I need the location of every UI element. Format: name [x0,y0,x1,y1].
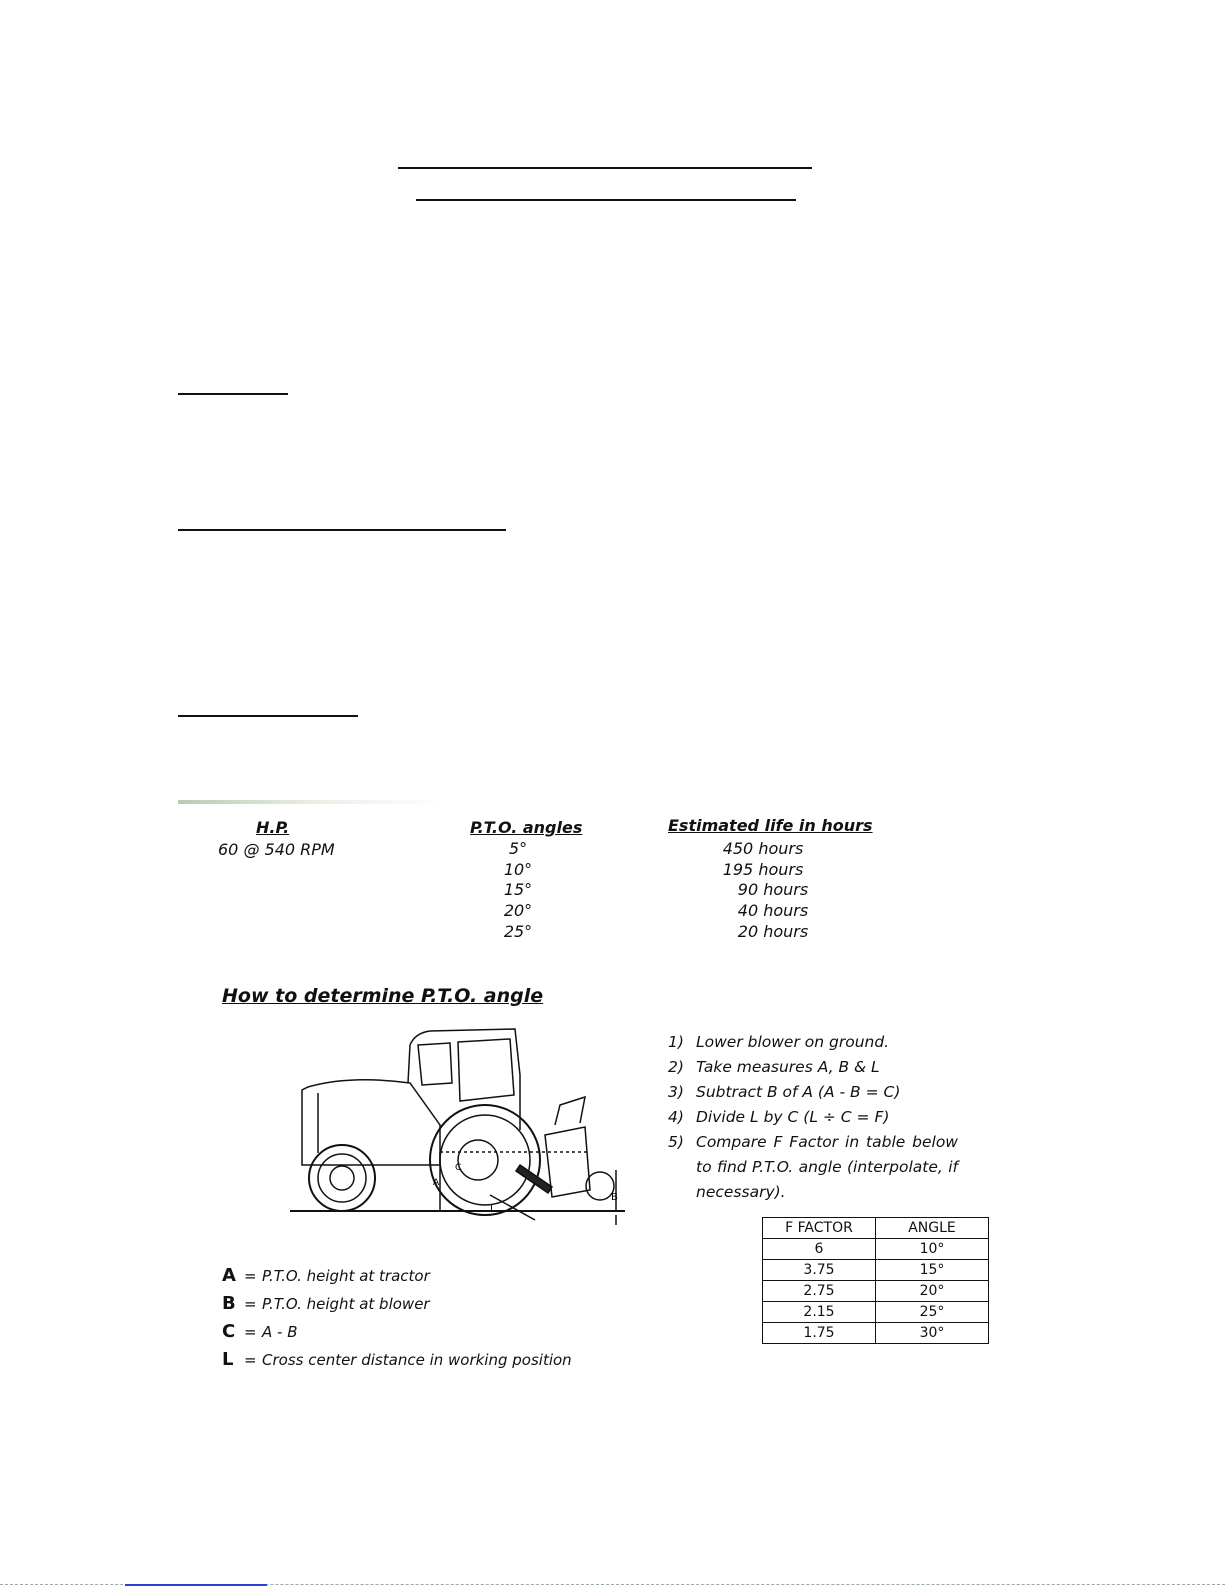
legend-row [222,1262,572,1290]
step-item [668,1080,958,1105]
title-underline-1 [398,167,812,169]
angle-cell: 15° [876,1260,989,1281]
legend-eq: = [244,1295,257,1313]
f-factor-cell: 2.75 [763,1281,876,1302]
step-number: 5) [668,1133,684,1151]
angle-cell: 25° [503,922,533,941]
steps-list [668,1030,958,1205]
section-underline-1 [178,393,288,395]
f-factor-table [762,1217,989,1344]
label-l: L [490,1204,496,1215]
angle-cell: 10° [503,860,533,879]
step-item [668,1030,958,1055]
life-cell: 450 hours [722,839,804,858]
f-factor-cell: 1.75 [763,1323,876,1344]
legend-eq: = [244,1323,257,1341]
life-cell: 40 hours [737,901,809,920]
f-factor-cell: 6 [763,1239,876,1260]
life-cell: 90 hours [737,880,809,899]
legend-eq: = [244,1267,257,1285]
section-underline-3 [178,715,358,717]
table-row [763,1323,989,1344]
legend-eq: = [244,1351,257,1369]
scan-rule [178,800,448,804]
legend-key: A [222,1265,236,1286]
angle-cell: 15° [503,880,533,899]
legend-key: L [222,1349,234,1370]
legend-row [222,1318,572,1346]
title-underline-2 [416,199,796,201]
tractor-blower-diagram [290,1015,630,1230]
table-row [763,1239,989,1260]
step-number: 3) [668,1083,684,1101]
legend-text: P.T.O. height at tractor [262,1267,430,1285]
step-item [668,1055,958,1080]
step-text: Take measures A, B & L [696,1058,880,1076]
step-item [668,1130,958,1205]
step-number: 4) [668,1108,684,1126]
table-row [763,1281,989,1302]
legend-text: Cross center distance in working position [262,1351,572,1369]
step-text: Lower blower on ground. [696,1033,890,1051]
step-item [668,1105,958,1130]
hp-value: 60 @ 540 RPM [218,840,335,859]
life-cell: 20 hours [737,922,809,941]
step-text: Compare F Factor in table below to find P.T.O. angle (interpolate, if necessary). [696,1133,958,1201]
table-row [763,1302,989,1323]
angle-cell: 20° [876,1281,989,1302]
angle-cell: 25° [876,1302,989,1323]
legend [222,1262,572,1374]
angle-cell: 10° [876,1239,989,1260]
label-c: C [455,1163,462,1173]
step-text: Divide L by C (L ÷ C = F) [696,1108,890,1126]
step-number: 2) [668,1058,684,1076]
step-number: 1) [668,1033,684,1051]
legend-text: P.T.O. height at blower [262,1295,430,1313]
f-factor-cell: 2.15 [763,1302,876,1323]
legend-key: B [222,1293,236,1314]
label-a: A [433,1178,440,1188]
hp-header: H.P. [256,818,290,837]
howto-title: How to determine P.T.O. angle [222,985,544,1007]
angle-header: ANGLE [876,1218,989,1239]
legend-row [222,1346,572,1374]
angles-header: P.T.O. angles [470,818,583,837]
life-header: Estimated life in hours [668,816,873,835]
angle-cell: 20° [503,901,533,920]
step-text: Subtract B of A (A - B = C) [696,1083,901,1101]
f-factor-cell: 3.75 [763,1260,876,1281]
life-cell: 195 hours [722,860,804,879]
legend-key: C [222,1321,236,1342]
angle-cell: 5° [508,839,528,858]
legend-text: A - B [262,1323,298,1341]
label-b: B [611,1192,618,1203]
angle-cell: 30° [876,1323,989,1344]
section-underline-2 [178,529,506,531]
f-factor-header: F FACTOR [763,1218,876,1239]
table-row [763,1260,989,1281]
legend-row [222,1290,572,1318]
